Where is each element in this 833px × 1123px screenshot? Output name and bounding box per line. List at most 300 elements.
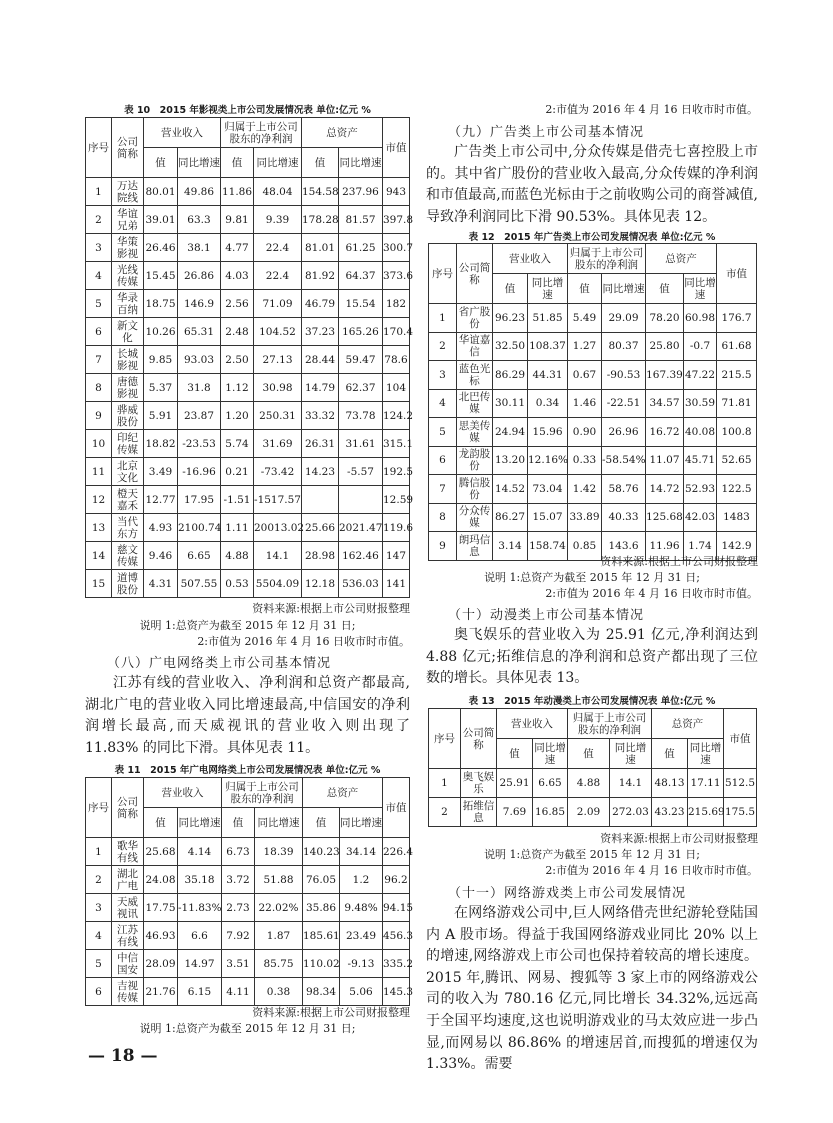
table-cell: 25.68 [144, 838, 178, 866]
table-cell: 17.75 [144, 894, 178, 922]
table-cell: 14.97 [178, 950, 222, 978]
table-cell: 14.52 [493, 475, 528, 504]
table-cell: 23.49 [340, 922, 383, 950]
table-row [86, 542, 410, 570]
table-cell: 24.08 [144, 866, 178, 894]
table-cell: 315.1 [383, 430, 410, 458]
table-cell: 6.65 [533, 769, 568, 798]
table-cell: -5.57 [339, 458, 383, 486]
table-cell: 42.03 [684, 503, 717, 532]
table-cell: 22.02% [255, 894, 303, 922]
table-cell: 4.77 [221, 234, 254, 262]
table10-note1: 说明 1:总资产为截至 2015 年 12 月 31 日; [139, 619, 356, 632]
company-name-cell: 光线传媒 [112, 262, 144, 290]
header-yoy: 同比增速 [178, 808, 222, 838]
page-number: — 18 — [88, 1046, 158, 1066]
table-row [86, 922, 410, 950]
table-cell: 28.98 [302, 542, 339, 570]
table13-title: 表 13 2015 年动漫类上市公司发展情况表 单位:亿元 % [468, 696, 716, 707]
table-cell: 46.79 [302, 290, 339, 318]
header-value: 值 [303, 808, 340, 838]
table-cell: 25.66 [302, 514, 339, 542]
table-cell: 81.57 [339, 206, 383, 234]
table-cell: 13 [86, 514, 112, 542]
table-cell: 162.46 [339, 542, 383, 570]
table-cell: 1.87 [255, 922, 303, 950]
section10-heading: （十）动漫类上市公司基本情况 [448, 608, 645, 623]
table-cell: 1.74 [684, 532, 717, 561]
table-cell: 15.96 [528, 418, 568, 447]
table-row [86, 178, 410, 206]
header-assets: 总资产 [303, 778, 383, 808]
table-cell: 63.3 [178, 206, 221, 234]
table-cell: 12 [86, 486, 112, 514]
table-cell: 104 [383, 374, 410, 402]
table-cell: 28.09 [144, 950, 178, 978]
company-name-cell: 朗玛信息 [457, 532, 493, 561]
table-cell: 14.1 [254, 542, 302, 570]
header-profit: 归属于上市公司股东的净利润 [568, 244, 646, 274]
table-cell: -23.53 [178, 430, 221, 458]
header-market-cap: 市值 [724, 709, 757, 769]
table-cell: 0.53 [221, 570, 254, 598]
table-cell: 0.38 [255, 978, 303, 1006]
table-cell: 35.86 [303, 894, 340, 922]
table-cell: 31.8 [178, 374, 221, 402]
table-cell: 456.3 [383, 922, 410, 950]
table-cell: 6.6 [178, 922, 222, 950]
table-cell: 2.56 [221, 290, 254, 318]
table-cell: 512.5 [724, 769, 757, 798]
table-cell: 5 [429, 418, 457, 447]
section9-body: 广告类上市公司中,分众传媒是借壳七喜控股上市的。其中省广股份的营业收入最高,分众传媒的净利润和市值最高,而蓝色光标由于之前收购公司的商誉减值,导致净利润同比下滑 90.53%。具体见表 12。 [426, 144, 758, 225]
header-revenue: 营业收入 [144, 118, 221, 148]
header-name: 公司简称 [112, 118, 144, 178]
company-name-cell: 天威视讯 [112, 894, 144, 922]
table-cell: 86.27 [493, 503, 528, 532]
table-row [86, 570, 410, 598]
table-cell: -73.42 [254, 458, 302, 486]
table-cell: 43.23 [652, 798, 688, 827]
table-cell: 4.93 [144, 514, 178, 542]
table-cell: 14 [86, 542, 112, 570]
table-cell: 1483 [717, 503, 757, 532]
header-row [86, 118, 410, 148]
table-cell: 60.98 [684, 304, 717, 333]
table-cell: 2 [429, 798, 461, 827]
table13-note1: 说明 1:总资产为截至 2015 年 12 月 31 日; [484, 848, 700, 861]
table-cell: 147 [383, 542, 410, 570]
table-cell: 122.5 [717, 475, 757, 504]
header-value: 值 [144, 148, 178, 178]
table-cell: 6.65 [178, 542, 221, 570]
company-name-cell: 思美传媒 [457, 418, 493, 447]
header-value: 值 [646, 274, 684, 304]
table-cell: 31.69 [254, 430, 302, 458]
table-cell: 11.07 [646, 446, 684, 475]
table-cell: 34.14 [340, 838, 383, 866]
header-row [429, 709, 757, 739]
table-cell: 44.31 [528, 361, 568, 390]
table-cell: -0.7 [684, 332, 717, 361]
table-cell: 25.80 [646, 332, 684, 361]
table-cell: 16.85 [533, 798, 568, 827]
table-cell: 11.86 [221, 178, 254, 206]
table-cell: 178.28 [302, 206, 339, 234]
table-row [86, 374, 410, 402]
table-cell: 5.74 [221, 430, 254, 458]
table-row [86, 262, 410, 290]
header-seq: 序号 [429, 709, 461, 769]
table-cell: 81.01 [302, 234, 339, 262]
header-profit: 归属于上市公司股东的净利润 [221, 118, 302, 148]
table-cell: 17.95 [178, 486, 221, 514]
company-name-cell: 万达院线 [112, 178, 144, 206]
table-cell: 2 [86, 866, 112, 894]
header-value: 值 [493, 274, 528, 304]
table-cell: 142.9 [717, 532, 757, 561]
table-cell: 167.39 [646, 361, 684, 390]
table-cell: -58.54% [602, 446, 646, 475]
table-row [86, 866, 410, 894]
table-cell: 33.89 [568, 503, 602, 532]
table-cell: 0.67 [568, 361, 602, 390]
company-name-cell: 道博股份 [112, 570, 144, 598]
table-cell: 125.68 [646, 503, 684, 532]
table-cell: 4.88 [568, 769, 610, 798]
table-cell: 6 [86, 978, 112, 1006]
table-cell: 1 [429, 304, 457, 333]
table-cell: 2.48 [221, 318, 254, 346]
table-cell: 96.23 [493, 304, 528, 333]
header-seq: 序号 [86, 778, 112, 838]
header-market-cap: 市值 [717, 244, 757, 304]
table13-note2: 2:市值为 2016 年 4 月 16 日收市时市值。 [545, 864, 758, 877]
company-name-cell: 吉视传媒 [112, 978, 144, 1006]
company-name-cell: 龙韵股份 [457, 446, 493, 475]
table-cell: 170.4 [383, 318, 410, 346]
company-name-cell: 拓维信息 [461, 798, 497, 827]
table-cell: 27.13 [254, 346, 302, 374]
table-cell: 11.96 [646, 532, 684, 561]
table-cell: 15 [86, 570, 112, 598]
table-cell: 17.11 [688, 769, 724, 798]
table-cell: 96.2 [383, 866, 410, 894]
table-cell: 21.76 [144, 978, 178, 1006]
table-cell: 81.92 [302, 262, 339, 290]
header-value: 值 [568, 739, 610, 769]
header-seq: 序号 [86, 118, 112, 178]
table-cell: -9.13 [340, 950, 383, 978]
table-cell: 18.39 [255, 838, 303, 866]
table-cell: 1.46 [568, 389, 602, 418]
table-cell: 9.39 [254, 206, 302, 234]
section8-heading: （八）广电网络类上市公司基本情况 [107, 656, 332, 671]
company-name-cell: 北巴传媒 [457, 389, 493, 418]
table-cell: 943 [383, 178, 410, 206]
table-cell: 51.88 [255, 866, 303, 894]
table-cell: 86.29 [493, 361, 528, 390]
table-cell: 7 [86, 346, 112, 374]
table-cell: 6.73 [222, 838, 255, 866]
table-cell: 100.8 [717, 418, 757, 447]
table-cell [339, 486, 383, 514]
table-cell: 182 [383, 290, 410, 318]
table-cell: 71.81 [717, 389, 757, 418]
table-cell: 15.07 [528, 503, 568, 532]
table-cell: 7.69 [497, 798, 533, 827]
table-cell: 24.94 [493, 418, 528, 447]
table-cell: 141 [383, 570, 410, 598]
table-cell: 5.91 [144, 402, 178, 430]
table11 [85, 777, 414, 1006]
table12-note1: 说明 1:总资产为截至 2015 年 12 月 31 日; [484, 571, 700, 584]
table-cell: -1517.57 [254, 486, 302, 514]
table-cell: 2.09 [568, 798, 610, 827]
table11-title: 表 11 2015 年广电网络类上市公司发展情况表 单位:亿元 % [114, 765, 381, 776]
company-name-cell: 当代东方 [112, 514, 144, 542]
table-cell: 104.52 [254, 318, 302, 346]
table-cell: 14.23 [302, 458, 339, 486]
table-row [429, 769, 757, 798]
table-cell: 300.7 [383, 234, 410, 262]
table12-title: 表 12 2015 年广告类上市公司发展情况表 单位:亿元 % [468, 232, 716, 243]
header-value: 值 [144, 808, 178, 838]
table-cell: 2.50 [221, 346, 254, 374]
table-cell: 2.73 [222, 894, 255, 922]
table-cell: 62.37 [339, 374, 383, 402]
table-cell: 4 [429, 389, 457, 418]
table-cell: 0.33 [568, 446, 602, 475]
header-yoy: 同比增速 [339, 148, 383, 178]
table-cell: 20013.02 [254, 514, 302, 542]
header-revenue: 营业收入 [144, 778, 222, 808]
table-cell: 507.55 [178, 570, 221, 598]
table-cell: 16.72 [646, 418, 684, 447]
table-cell: 4.31 [144, 570, 178, 598]
table-cell: -16.96 [178, 458, 221, 486]
table-cell: 5 [86, 950, 112, 978]
table-cell: 25.91 [497, 769, 533, 798]
table-row [86, 894, 410, 922]
table-cell: 80.01 [144, 178, 178, 206]
table-row [86, 978, 410, 1006]
header-value: 值 [302, 148, 339, 178]
table11-note1: 说明 1:总资产为截至 2015 年 12 月 31 日; [139, 1022, 356, 1035]
header-row [429, 244, 757, 274]
table-cell: 93.03 [178, 346, 221, 374]
table-cell: 15.45 [144, 262, 178, 290]
table-cell: 9.85 [144, 346, 178, 374]
table-row [86, 206, 410, 234]
section8-body: 江苏有线的营业收入、净利润和总资产都最高,湖北广电的营业收入同比增速最高,中信国安的净利润增长最高,而天威视讯的营业收入则出现了 11.83% 的同比下滑。具体见表 11。 [85, 675, 410, 756]
table-cell: 143.6 [602, 532, 646, 561]
header-name: 公司简称 [112, 778, 144, 838]
company-name-cell: 新文化 [112, 318, 144, 346]
table-cell: 9 [86, 402, 112, 430]
table-row [429, 503, 757, 532]
header-yoy: 同比增速 [602, 274, 646, 304]
table-cell: 1.20 [221, 402, 254, 430]
company-name-cell: 华录百纳 [112, 290, 144, 318]
table-cell: 145.3 [383, 978, 410, 1006]
section10-body: 奥飞娱乐的营业收入为 25.91 亿元,净利润达到 4.88 亿元;拓维信息的净利润和总资产都出现了三位数的增长。具体见表 13。 [426, 627, 758, 687]
company-name-cell: 唐德影视 [112, 374, 144, 402]
header-yoy: 同比增速 [688, 739, 724, 769]
header-profit: 归属于上市公司股东的净利润 [222, 778, 303, 808]
table-cell: 15.54 [339, 290, 383, 318]
table-cell: 5 [86, 290, 112, 318]
table-cell: 26.86 [178, 262, 221, 290]
table-row [429, 418, 757, 447]
table-cell: 78.6 [383, 346, 410, 374]
table-cell: 7 [429, 475, 457, 504]
table-cell: 23.87 [178, 402, 221, 430]
table12-note2: 2:市值为 2016 年 4 月 16 日收市时市值。 [545, 587, 758, 600]
table-row [86, 838, 410, 866]
table-cell: 1.27 [568, 332, 602, 361]
table-cell: 98.34 [303, 978, 340, 1006]
table-cell: 30.59 [684, 389, 717, 418]
table-cell: 1.11 [221, 514, 254, 542]
company-name-cell: 歌华有线 [112, 838, 144, 866]
header-name: 公司简称 [457, 244, 493, 304]
table-row [86, 346, 410, 374]
header-market-cap: 市值 [383, 778, 410, 838]
table-cell: 52.65 [717, 446, 757, 475]
table-cell: 192.5 [383, 458, 410, 486]
table-cell: 85.75 [255, 950, 303, 978]
table-row [86, 290, 410, 318]
table-cell: 26.96 [602, 418, 646, 447]
table-cell: 80.37 [602, 332, 646, 361]
table-cell: -1.51 [221, 486, 254, 514]
header-value: 值 [221, 148, 254, 178]
table-cell: 0.90 [568, 418, 602, 447]
table-cell: 26.31 [302, 430, 339, 458]
table-cell: 12.16% [528, 446, 568, 475]
table-cell: 6 [429, 446, 457, 475]
table-cell: 37.23 [302, 318, 339, 346]
table-row [86, 318, 410, 346]
table-cell: 4.14 [178, 838, 222, 866]
table-cell: 140.23 [303, 838, 340, 866]
table-cell: -22.51 [602, 389, 646, 418]
table-cell: 30.98 [254, 374, 302, 402]
table-cell: 2021.47 [339, 514, 383, 542]
table-cell: 1 [86, 178, 112, 206]
table-cell: 215.69 [688, 798, 724, 827]
table-cell: 33.32 [302, 402, 339, 430]
company-name-cell: 华谊兄弟 [112, 206, 144, 234]
table-cell: 0.34 [528, 389, 568, 418]
header-name: 公司简称 [461, 709, 497, 769]
table-cell: 3 [429, 361, 457, 390]
table-cell: 335.2 [383, 950, 410, 978]
table-cell: 11 [86, 458, 112, 486]
header-row [86, 778, 410, 808]
company-name-cell: 印纪传媒 [112, 430, 144, 458]
table-row [429, 798, 757, 827]
table-cell: 18.82 [144, 430, 178, 458]
table-cell: 1.12 [221, 374, 254, 402]
table-cell: 39.01 [144, 206, 178, 234]
table12-source: 资料来源:根据上市公司财报整理 [600, 555, 758, 568]
table-row [429, 446, 757, 475]
table-cell: 49.86 [178, 178, 221, 206]
table-cell: 176.7 [717, 304, 757, 333]
table-cell: 4 [86, 922, 112, 950]
table-cell: 38.1 [178, 234, 221, 262]
company-name-cell: 奥飞娱乐 [461, 769, 497, 798]
table-row [429, 389, 757, 418]
table-cell: 158.74 [528, 532, 568, 561]
table-cell: 4.88 [221, 542, 254, 570]
table-cell: 71.09 [254, 290, 302, 318]
table-cell: 1 [86, 838, 112, 866]
header-yoy: 同比增速 [684, 274, 717, 304]
table-cell: 47.22 [684, 361, 717, 390]
header-profit: 归属于上市公司股东的净利润 [568, 709, 652, 739]
table-cell: 58.76 [602, 475, 646, 504]
table-cell: 73.04 [528, 475, 568, 504]
table-cell: 10.26 [144, 318, 178, 346]
table-cell: 397.8 [383, 206, 410, 234]
table-cell: 215.5 [717, 361, 757, 390]
table11-source: 资料来源:根据上市公司财报整理 [252, 1006, 410, 1019]
section11-body: 在网络游戏公司中,巨人网络借壳世纪游轮登陆国内 A 股市场。得益于我国网络游戏业同比 20% 以上的增速,网络游戏上市公司也保持着较高的增长速度。2015 年,腾讯、网易、搜狐等 3 家上市的网络游戏公司的收入为 780.16 亿元,同比增长 34.32%,远远高于全国平均速度,这也说明游戏业的马太效应进一步凸显,而网易以 86.86% 的增速居首,而搜狐的增速仅为 1.33%。需要 [426, 905, 758, 1073]
section11-heading: （十一）网络游戏类上市公司发展情况 [448, 886, 687, 901]
company-name-cell: 北京文化 [112, 458, 144, 486]
header-yoy: 同比增速 [610, 739, 652, 769]
table-cell: 51.85 [528, 304, 568, 333]
table10-source: 资料来源:根据上市公司财报整理 [252, 602, 410, 615]
table-row [429, 332, 757, 361]
table-cell: 119.6 [383, 514, 410, 542]
right-top-note: 2:市值为 2016 年 4 月 16 日收市时市值。 [545, 103, 758, 116]
table-cell: 29.09 [602, 304, 646, 333]
table-row [86, 950, 410, 978]
table-cell: 165.26 [339, 318, 383, 346]
company-name-cell: 橙天嘉禾 [112, 486, 144, 514]
table-cell: 226.4 [383, 838, 410, 866]
table-cell: 48.04 [254, 178, 302, 206]
table13 [428, 708, 757, 827]
table-cell: 31.61 [339, 430, 383, 458]
header-yoy: 同比增速 [178, 148, 221, 178]
table-cell: 28.44 [302, 346, 339, 374]
header-yoy: 同比增速 [340, 808, 383, 838]
header-yoy: 同比增速 [533, 739, 568, 769]
table-cell: 272.03 [610, 798, 652, 827]
table10 [85, 117, 414, 598]
company-name-cell: 省广股份 [457, 304, 493, 333]
table-cell: 18.75 [144, 290, 178, 318]
table-cell: 5.37 [144, 374, 178, 402]
table-cell: 59.47 [339, 346, 383, 374]
table10-note2: 2:市值为 2016 年 4 月 16 日收市时市值。 [197, 635, 410, 648]
table-cell: 6 [86, 318, 112, 346]
table-row [86, 514, 410, 542]
table-cell: 10 [86, 430, 112, 458]
table-row [86, 430, 410, 458]
company-name-cell: 蓝色光标 [457, 361, 493, 390]
table-cell: 2100.74 [178, 514, 221, 542]
company-name-cell: 江苏有线 [112, 922, 144, 950]
company-name-cell: 骅威股份 [112, 402, 144, 430]
table-cell: 94.15 [383, 894, 410, 922]
table-cell: 250.31 [254, 402, 302, 430]
